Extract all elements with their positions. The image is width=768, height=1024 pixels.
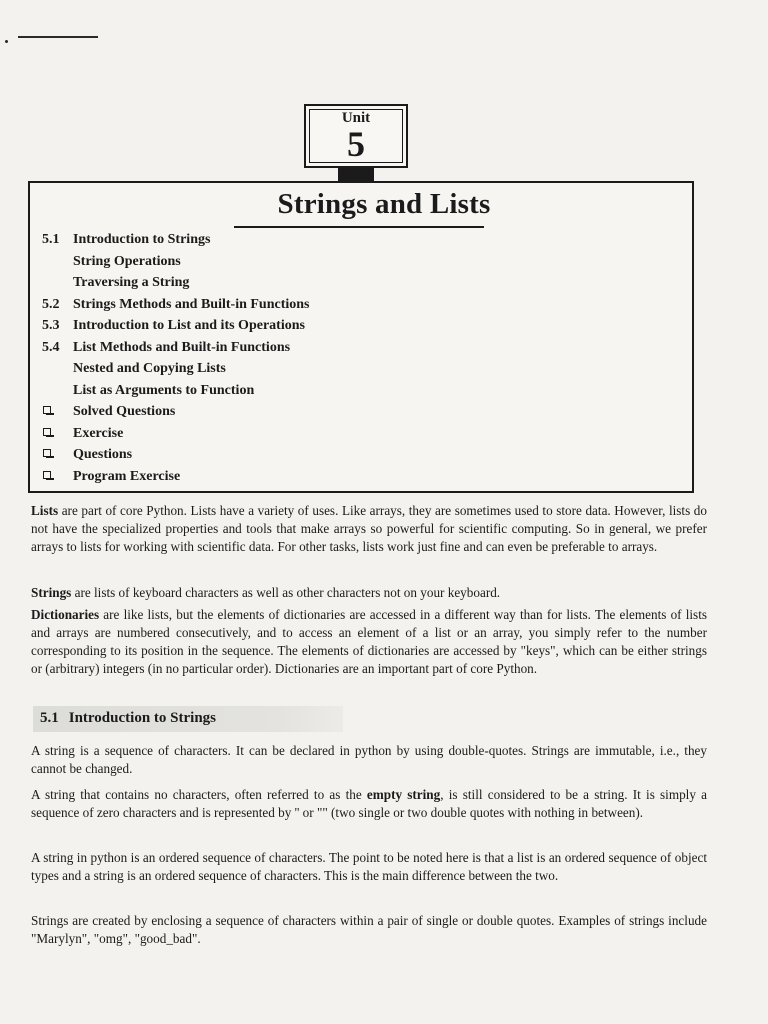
header-rule [18, 36, 98, 38]
string-definition-text: A string is a sequence of characters. It can be declared in python by using double-quotes. Strings are immutable, i.e., they cannot be changed. [31, 743, 707, 776]
toc-item-label: List Methods and Built-in Functions [73, 339, 291, 355]
lists-text: are part of core Python. Lists have a variety of uses. Like arrays, they are sometimes used to store data. However, lists do not have the specialized properties and tools that make arrays so powerful for scientific computing. So in general, we prefer arrays to lists for working with scientific data. For other tasks, lists work just fine and can even be preferable to arrays. [31, 503, 707, 554]
paragraph-string-definition [31, 742, 707, 778]
paragraph-empty-string [31, 786, 707, 822]
toc-item [42, 251, 642, 273]
paragraph-dictionaries [31, 606, 707, 678]
toc-item-number: 5.4 [42, 339, 60, 355]
paragraph-strings [31, 584, 707, 602]
dictionaries-text: are like lists, but the elements of dictionaries are accessed in a different way than for lists. The elements of lists and arrays are numbered consecutively, and to access an element of a list or an array, you simply refer to the number corresponding to its position in the sequence. The elements of dictionaries are accessed by "keys", which can be either strings or (arbitrary) integers (in no particular order). Dictionaries are an important part of core Python. [31, 607, 707, 676]
toc-item-label: Questions [73, 447, 133, 462]
toc-item [42, 380, 642, 402]
toc-item-label: Strings Methods and Built-in Functions [73, 296, 310, 312]
paragraph-creating-strings [31, 912, 707, 948]
toc-item-label: Solved Questions [73, 404, 176, 419]
chapter-title: Strings and Lists [277, 188, 491, 220]
toc-item-label: Exercise [73, 425, 124, 441]
unit-badge [304, 104, 408, 168]
strings-text: are lists of keyboard characters as well as other characters not on your keyboard. [71, 585, 501, 600]
toc-item [42, 337, 642, 359]
toc-item-label: Program Exercise [73, 468, 181, 484]
toc-item-label: String Operations [73, 253, 181, 269]
chapter-title-underline [234, 226, 484, 228]
checkbox-bullet-icon [43, 449, 51, 457]
empty-string-before: A string that contains no characters, often referred to as the [31, 787, 367, 802]
paragraph-ordered-sequence [31, 849, 707, 885]
toc-item-number: 5.1 [42, 232, 60, 247]
checkbox-bullet-icon [43, 406, 51, 414]
section-number: 5.1 [40, 710, 59, 726]
term-strings: Strings [31, 585, 72, 600]
toc-item-number: 5.2 [42, 296, 60, 312]
toc-item [42, 272, 642, 294]
toc-item [42, 466, 642, 488]
term-empty-string: empty string [366, 787, 441, 802]
paragraph-lists [31, 502, 707, 556]
empty-string-after: , is still considered to be a string. It is simply a sequence of zero characters and is represented by '' or "" (two single or two double quotes with nothing in between). [31, 787, 707, 820]
checkbox-bullet-icon [43, 428, 51, 436]
toc-item [42, 401, 642, 423]
term-lists: Lists [31, 503, 59, 518]
toc-item [42, 423, 642, 445]
toc-item [42, 444, 642, 466]
term-dictionaries: Dictionaries [31, 607, 100, 622]
creating-strings-text: Strings are created by enclosing a sequence of characters within a pair of single or double quotes. Examples of strings include "Marylyn", "omg", "good_bad". [31, 913, 707, 946]
unit-number: 5 [347, 124, 365, 164]
toc-item [42, 315, 642, 337]
toc-item-label: Introduction to Strings [73, 232, 211, 247]
toc-item [42, 358, 642, 380]
unit-badge-stand [338, 168, 374, 182]
ordered-sequence-text: A string in python is an ordered sequence of characters. The point to be noted here is that a list is an ordered sequence of object types and a string is an ordered sequence of characters. This is the main difference between the two. [31, 850, 707, 883]
page-speck [5, 40, 8, 43]
table-of-contents [42, 229, 642, 487]
checkbox-bullet-icon [43, 471, 51, 479]
toc-item [42, 294, 642, 316]
toc-item-label: Introduction to List and its Operations [73, 318, 305, 333]
toc-item-label: List as Arguments to Function [73, 382, 255, 398]
toc-item-number: 5.3 [42, 318, 60, 333]
toc-item-label: Nested and Copying Lists [73, 361, 226, 376]
toc-item [42, 229, 642, 251]
unit-label: Unit [341, 110, 371, 126]
toc-item-label: Traversing a String [73, 275, 190, 290]
section-heading [40, 710, 216, 727]
section-title: Introduction to Strings [68, 710, 216, 726]
